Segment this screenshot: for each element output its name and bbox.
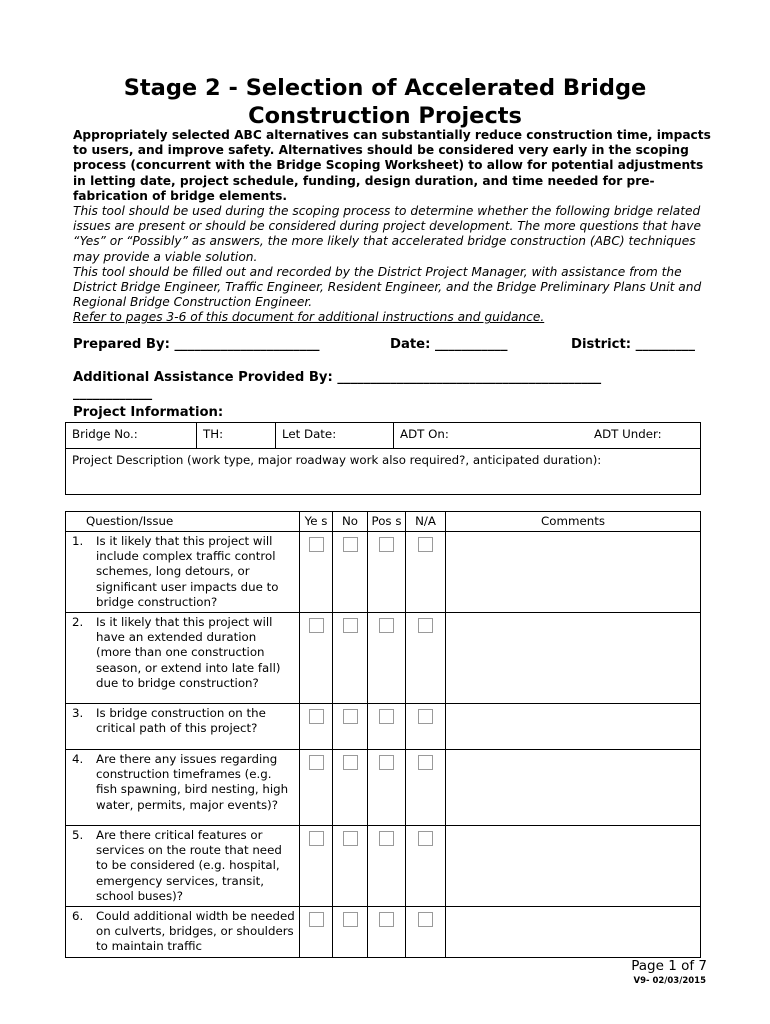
intro-bold-paragraph: Appropriately selected ABC alternatives can substantially reduce construction time, impacts to users, and improve safety. Alternatives should be considered very early in the scoping process (concurrent with the Bridge Scoping Worksheet) to allow for potential adjustments in letting date, project schedule, funding, design duration, and time needed for pre-fabrication of bridge elements. bbox=[73, 128, 711, 203]
comments-cell[interactable] bbox=[446, 907, 701, 958]
yes-checkbox[interactable] bbox=[309, 618, 324, 633]
table-row bbox=[66, 826, 701, 907]
na-checkbox[interactable] bbox=[418, 755, 433, 770]
header-possibly: Pos s bbox=[368, 512, 406, 532]
adt-on-cell[interactable] bbox=[394, 423, 589, 449]
project-information-heading: Project Information: bbox=[73, 405, 224, 420]
th-label: TH: bbox=[203, 427, 224, 441]
project-info-table bbox=[65, 422, 701, 495]
table-row bbox=[66, 532, 701, 613]
yes-checkbox[interactable] bbox=[309, 912, 324, 927]
intro-italic-paragraph-1: This tool should be used during the scoping process to determine whether the following bridge related issues are present or should be considered during project development. The more questions that have “Yes” or “Possibly” as answers, the more likely that accelerated bridge construction (ABC) techniques may provide a viable solution. bbox=[73, 204, 701, 264]
adt-on-label: ADT On: bbox=[400, 427, 449, 441]
page-number: Page 1 of 7 bbox=[631, 958, 707, 974]
date-field[interactable]: Date: ___________ bbox=[390, 337, 508, 352]
question-table bbox=[65, 511, 701, 958]
question-number: 3. bbox=[72, 706, 84, 721]
comments-cell[interactable] bbox=[446, 532, 701, 613]
question-text: Are there any issues regarding construction timeframes (e.g. fish spawning, bird nesting, high water, permits, major events)? bbox=[96, 752, 289, 812]
intro-italic-paragraph-2: This tool should be filled out and recorded by the District Project Manager, with assistance from the District Bridge Engineer, Traffic Engineer, Resident Engineer, and the Bridge Preliminary Plans Unit and Regional Bridge Construction Engineer. bbox=[73, 264, 702, 310]
question-text: Is bridge construction on the critical path of this project? bbox=[96, 706, 266, 736]
let-date-cell[interactable] bbox=[276, 423, 394, 449]
no-checkbox[interactable] bbox=[343, 537, 358, 552]
question-text: Is it likely that this project will include complex traffic control schemes, long detours, or significant user impacts due to bridge construction? bbox=[96, 534, 279, 609]
title-line-2: Construction Projects bbox=[248, 103, 522, 129]
yes-checkbox[interactable] bbox=[309, 755, 324, 770]
version-label: V9- 02/03/2015 bbox=[633, 976, 706, 986]
na-checkbox[interactable] bbox=[418, 618, 433, 633]
no-checkbox[interactable] bbox=[343, 912, 358, 927]
yes-checkbox[interactable] bbox=[309, 537, 324, 552]
na-checkbox[interactable] bbox=[418, 831, 433, 846]
table-header-row bbox=[66, 512, 701, 532]
possibly-checkbox[interactable] bbox=[379, 831, 394, 846]
possibly-checkbox[interactable] bbox=[379, 709, 394, 724]
bridge-no-cell[interactable] bbox=[66, 423, 197, 449]
question-text: Is it likely that this project will have an extended duration (more than one construction season, or extend into late fall) due to bridge construction? bbox=[96, 615, 281, 690]
question-number: 5. bbox=[72, 828, 84, 843]
intro-text bbox=[73, 128, 713, 326]
possibly-checkbox[interactable] bbox=[379, 618, 394, 633]
project-description-label: Project Description (work type, major roadway work also required?, anticipated duration): bbox=[72, 453, 602, 467]
table-row bbox=[66, 704, 701, 750]
no-checkbox[interactable] bbox=[343, 709, 358, 724]
possibly-checkbox[interactable] bbox=[379, 912, 394, 927]
prepared-by-field[interactable]: Prepared By: ______________________ bbox=[73, 337, 320, 352]
possibly-checkbox[interactable] bbox=[379, 537, 394, 552]
comments-cell[interactable] bbox=[446, 704, 701, 750]
instructions-link[interactable]: Refer to pages 3-6 of this document for additional instructions and guidance. bbox=[73, 310, 545, 325]
question-number: 6. bbox=[72, 909, 84, 924]
adt-under-label: ADT Under: bbox=[594, 427, 662, 441]
question-text: Are there critical features or services on the route that need to be considered (e.g. hospital, emergency services, transit, school buses)? bbox=[96, 828, 282, 903]
yes-checkbox[interactable] bbox=[309, 709, 324, 724]
district-field[interactable]: District: _________ bbox=[571, 337, 695, 352]
document-title bbox=[0, 74, 770, 130]
project-description-cell[interactable] bbox=[66, 449, 701, 495]
question-text: Could additional width be needed on culverts, bridges, or shoulders to maintain traffic bbox=[96, 909, 295, 954]
no-checkbox[interactable] bbox=[343, 755, 358, 770]
question-number: 2. bbox=[72, 615, 84, 630]
question-number: 4. bbox=[72, 752, 84, 767]
additional-assistance-field-cont[interactable]: ____________ bbox=[73, 386, 153, 401]
header-yes: Ye s bbox=[300, 512, 333, 532]
table-row bbox=[66, 613, 701, 704]
bridge-no-label: Bridge No.: bbox=[72, 427, 138, 441]
header-question: Question/Issue bbox=[66, 512, 300, 532]
th-cell[interactable] bbox=[197, 423, 276, 449]
question-number: 1. bbox=[72, 534, 84, 548]
title-line-1: Stage 2 - Selection of Accelerated Bridge bbox=[123, 75, 647, 101]
additional-assistance-field[interactable]: Additional Assistance Provided By: ________________________________________ bbox=[73, 370, 602, 385]
comments-cell[interactable] bbox=[446, 826, 701, 907]
possibly-checkbox[interactable] bbox=[379, 755, 394, 770]
na-checkbox[interactable] bbox=[418, 912, 433, 927]
table-row bbox=[66, 907, 701, 958]
adt-under-cell[interactable] bbox=[588, 423, 701, 449]
header-na: N/A bbox=[406, 512, 446, 532]
na-checkbox[interactable] bbox=[418, 709, 433, 724]
header-comments: Comments bbox=[446, 512, 701, 532]
na-checkbox[interactable] bbox=[418, 537, 433, 552]
comments-cell[interactable] bbox=[446, 613, 701, 704]
header-no: No bbox=[333, 512, 368, 532]
no-checkbox[interactable] bbox=[343, 831, 358, 846]
no-checkbox[interactable] bbox=[343, 618, 358, 633]
yes-checkbox[interactable] bbox=[309, 831, 324, 846]
comments-cell[interactable] bbox=[446, 750, 701, 826]
table-row bbox=[66, 750, 701, 826]
let-date-label: Let Date: bbox=[282, 427, 337, 441]
